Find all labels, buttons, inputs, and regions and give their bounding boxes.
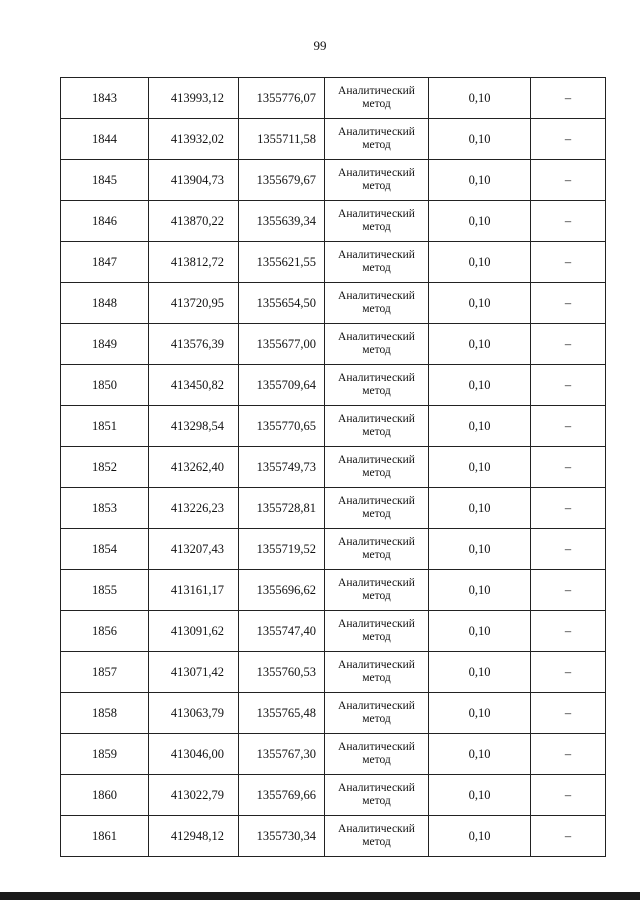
accuracy-cell: 0,10 [429, 119, 531, 160]
method-line-1: Аналитический [338, 741, 415, 753]
table-row [61, 816, 606, 857]
accuracy-cell: 0,10 [429, 406, 531, 447]
accuracy-cell: 0,10 [429, 529, 531, 570]
y-coordinate-cell: 1355730,34 [239, 816, 325, 857]
method-cell [325, 119, 429, 160]
note-cell: – [531, 201, 606, 242]
x-coordinate-cell: 413226,23 [149, 488, 239, 529]
method-cell [325, 242, 429, 283]
point-number-cell: 1853 [61, 488, 149, 529]
note-cell: – [531, 570, 606, 611]
table-row [61, 242, 606, 283]
method-cell [325, 160, 429, 201]
method-line-1: Аналитический [338, 372, 415, 384]
point-number-cell: 1844 [61, 119, 149, 160]
x-coordinate-cell: 413161,17 [149, 570, 239, 611]
point-number-cell: 1850 [61, 365, 149, 406]
method-line-1: Аналитический [338, 782, 415, 794]
method-line-1: Аналитический [338, 126, 415, 138]
method-cell [325, 816, 429, 857]
x-coordinate-cell: 413993,12 [149, 78, 239, 119]
point-number-cell: 1855 [61, 570, 149, 611]
y-coordinate-cell: 1355621,55 [239, 242, 325, 283]
table-row [61, 570, 606, 611]
method-line-1: Аналитический [338, 85, 415, 97]
x-coordinate-cell: 413932,02 [149, 119, 239, 160]
point-number-cell: 1851 [61, 406, 149, 447]
note-cell: – [531, 611, 606, 652]
accuracy-cell: 0,10 [429, 488, 531, 529]
y-coordinate-cell: 1355677,00 [239, 324, 325, 365]
accuracy-cell: 0,10 [429, 611, 531, 652]
method-line-1: Аналитический [338, 413, 415, 425]
y-coordinate-cell: 1355770,65 [239, 406, 325, 447]
method-line-2: метод [362, 385, 391, 397]
x-coordinate-cell: 413450,82 [149, 365, 239, 406]
x-coordinate-cell: 413298,54 [149, 406, 239, 447]
table-row [61, 283, 606, 324]
y-coordinate-cell: 1355767,30 [239, 734, 325, 775]
method-line-1: Аналитический [338, 454, 415, 466]
method-line-2: метод [362, 795, 391, 807]
note-cell: – [531, 693, 606, 734]
method-line-1: Аналитический [338, 618, 415, 630]
x-coordinate-cell: 413022,79 [149, 775, 239, 816]
method-line-1: Аналитический [338, 536, 415, 548]
method-line-1: Аналитический [338, 659, 415, 671]
method-line-2: метод [362, 508, 391, 520]
table-row [61, 447, 606, 488]
table-row [61, 488, 606, 529]
method-line-2: метод [362, 631, 391, 643]
note-cell: – [531, 78, 606, 119]
y-coordinate-cell: 1355711,58 [239, 119, 325, 160]
method-line-2: метод [362, 344, 391, 356]
method-cell [325, 365, 429, 406]
accuracy-cell: 0,10 [429, 242, 531, 283]
accuracy-cell: 0,10 [429, 652, 531, 693]
note-cell: – [531, 652, 606, 693]
point-number-cell: 1847 [61, 242, 149, 283]
method-cell [325, 734, 429, 775]
method-line-2: метод [362, 672, 391, 684]
method-line-2: метод [362, 139, 391, 151]
accuracy-cell: 0,10 [429, 693, 531, 734]
coordinates-table [60, 77, 606, 857]
method-line-1: Аналитический [338, 208, 415, 220]
method-line-2: метод [362, 221, 391, 233]
accuracy-cell: 0,10 [429, 78, 531, 119]
table-row [61, 324, 606, 365]
note-cell: – [531, 119, 606, 160]
x-coordinate-cell: 413207,43 [149, 529, 239, 570]
table-row [61, 529, 606, 570]
point-number-cell: 1848 [61, 283, 149, 324]
method-line-2: метод [362, 836, 391, 848]
method-line-2: метод [362, 303, 391, 315]
x-coordinate-cell: 413091,62 [149, 611, 239, 652]
x-coordinate-cell: 413046,00 [149, 734, 239, 775]
method-cell [325, 611, 429, 652]
table-row [61, 78, 606, 119]
method-line-2: метод [362, 467, 391, 479]
x-coordinate-cell: 412948,12 [149, 816, 239, 857]
point-number-cell: 1843 [61, 78, 149, 119]
y-coordinate-cell: 1355776,07 [239, 78, 325, 119]
method-line-2: метод [362, 180, 391, 192]
method-cell [325, 488, 429, 529]
x-coordinate-cell: 413904,73 [149, 160, 239, 201]
accuracy-cell: 0,10 [429, 734, 531, 775]
accuracy-cell: 0,10 [429, 365, 531, 406]
note-cell: – [531, 447, 606, 488]
y-coordinate-cell: 1355765,48 [239, 693, 325, 734]
point-number-cell: 1856 [61, 611, 149, 652]
y-coordinate-cell: 1355728,81 [239, 488, 325, 529]
table-row [61, 365, 606, 406]
method-line-1: Аналитический [338, 167, 415, 179]
note-cell: – [531, 160, 606, 201]
table-row [61, 734, 606, 775]
method-line-1: Аналитический [338, 577, 415, 589]
method-line-1: Аналитический [338, 290, 415, 302]
y-coordinate-cell: 1355639,34 [239, 201, 325, 242]
accuracy-cell: 0,10 [429, 775, 531, 816]
page-number: 99 [313, 38, 327, 53]
point-number-cell: 1849 [61, 324, 149, 365]
note-cell: – [531, 324, 606, 365]
note-cell: – [531, 283, 606, 324]
table-row [61, 119, 606, 160]
note-cell: – [531, 365, 606, 406]
point-number-cell: 1845 [61, 160, 149, 201]
coordinates-table-body [61, 78, 606, 857]
y-coordinate-cell: 1355709,64 [239, 365, 325, 406]
y-coordinate-cell: 1355679,67 [239, 160, 325, 201]
method-line-2: метод [362, 426, 391, 438]
x-coordinate-cell: 413812,72 [149, 242, 239, 283]
table-row [61, 406, 606, 447]
method-line-2: метод [362, 262, 391, 274]
method-line-2: метод [362, 98, 391, 110]
scan-edge [0, 892, 640, 900]
x-coordinate-cell: 413071,42 [149, 652, 239, 693]
accuracy-cell: 0,10 [429, 201, 531, 242]
method-cell [325, 447, 429, 488]
accuracy-cell: 0,10 [429, 160, 531, 201]
point-number-cell: 1854 [61, 529, 149, 570]
method-cell [325, 201, 429, 242]
method-line-2: метод [362, 549, 391, 561]
point-number-cell: 1857 [61, 652, 149, 693]
note-cell: – [531, 734, 606, 775]
method-line-1: Аналитический [338, 700, 415, 712]
x-coordinate-cell: 413870,22 [149, 201, 239, 242]
point-number-cell: 1852 [61, 447, 149, 488]
method-cell [325, 529, 429, 570]
x-coordinate-cell: 413720,95 [149, 283, 239, 324]
accuracy-cell: 0,10 [429, 570, 531, 611]
accuracy-cell: 0,10 [429, 816, 531, 857]
method-line-1: Аналитический [338, 249, 415, 261]
method-cell [325, 652, 429, 693]
table-row [61, 201, 606, 242]
accuracy-cell: 0,10 [429, 447, 531, 488]
x-coordinate-cell: 413262,40 [149, 447, 239, 488]
method-cell [325, 78, 429, 119]
y-coordinate-cell: 1355719,52 [239, 529, 325, 570]
note-cell: – [531, 488, 606, 529]
note-cell: – [531, 242, 606, 283]
method-cell [325, 775, 429, 816]
accuracy-cell: 0,10 [429, 283, 531, 324]
point-number-cell: 1846 [61, 201, 149, 242]
table-row [61, 160, 606, 201]
point-number-cell: 1860 [61, 775, 149, 816]
y-coordinate-cell: 1355696,62 [239, 570, 325, 611]
table-row [61, 775, 606, 816]
method-line-2: метод [362, 590, 391, 602]
y-coordinate-cell: 1355747,40 [239, 611, 325, 652]
method-cell [325, 283, 429, 324]
y-coordinate-cell: 1355769,66 [239, 775, 325, 816]
y-coordinate-cell: 1355654,50 [239, 283, 325, 324]
method-line-1: Аналитический [338, 331, 415, 343]
method-cell [325, 570, 429, 611]
y-coordinate-cell: 1355749,73 [239, 447, 325, 488]
method-line-2: метод [362, 713, 391, 725]
x-coordinate-cell: 413063,79 [149, 693, 239, 734]
note-cell: – [531, 816, 606, 857]
point-number-cell: 1859 [61, 734, 149, 775]
method-cell [325, 406, 429, 447]
table-row [61, 611, 606, 652]
note-cell: – [531, 529, 606, 570]
method-line-2: метод [362, 754, 391, 766]
method-line-1: Аналитический [338, 495, 415, 507]
x-coordinate-cell: 413576,39 [149, 324, 239, 365]
y-coordinate-cell: 1355760,53 [239, 652, 325, 693]
table-row [61, 693, 606, 734]
method-cell [325, 324, 429, 365]
method-line-1: Аналитический [338, 823, 415, 835]
accuracy-cell: 0,10 [429, 324, 531, 365]
note-cell: – [531, 775, 606, 816]
point-number-cell: 1861 [61, 816, 149, 857]
method-cell [325, 693, 429, 734]
table-row [61, 652, 606, 693]
note-cell: – [531, 406, 606, 447]
point-number-cell: 1858 [61, 693, 149, 734]
